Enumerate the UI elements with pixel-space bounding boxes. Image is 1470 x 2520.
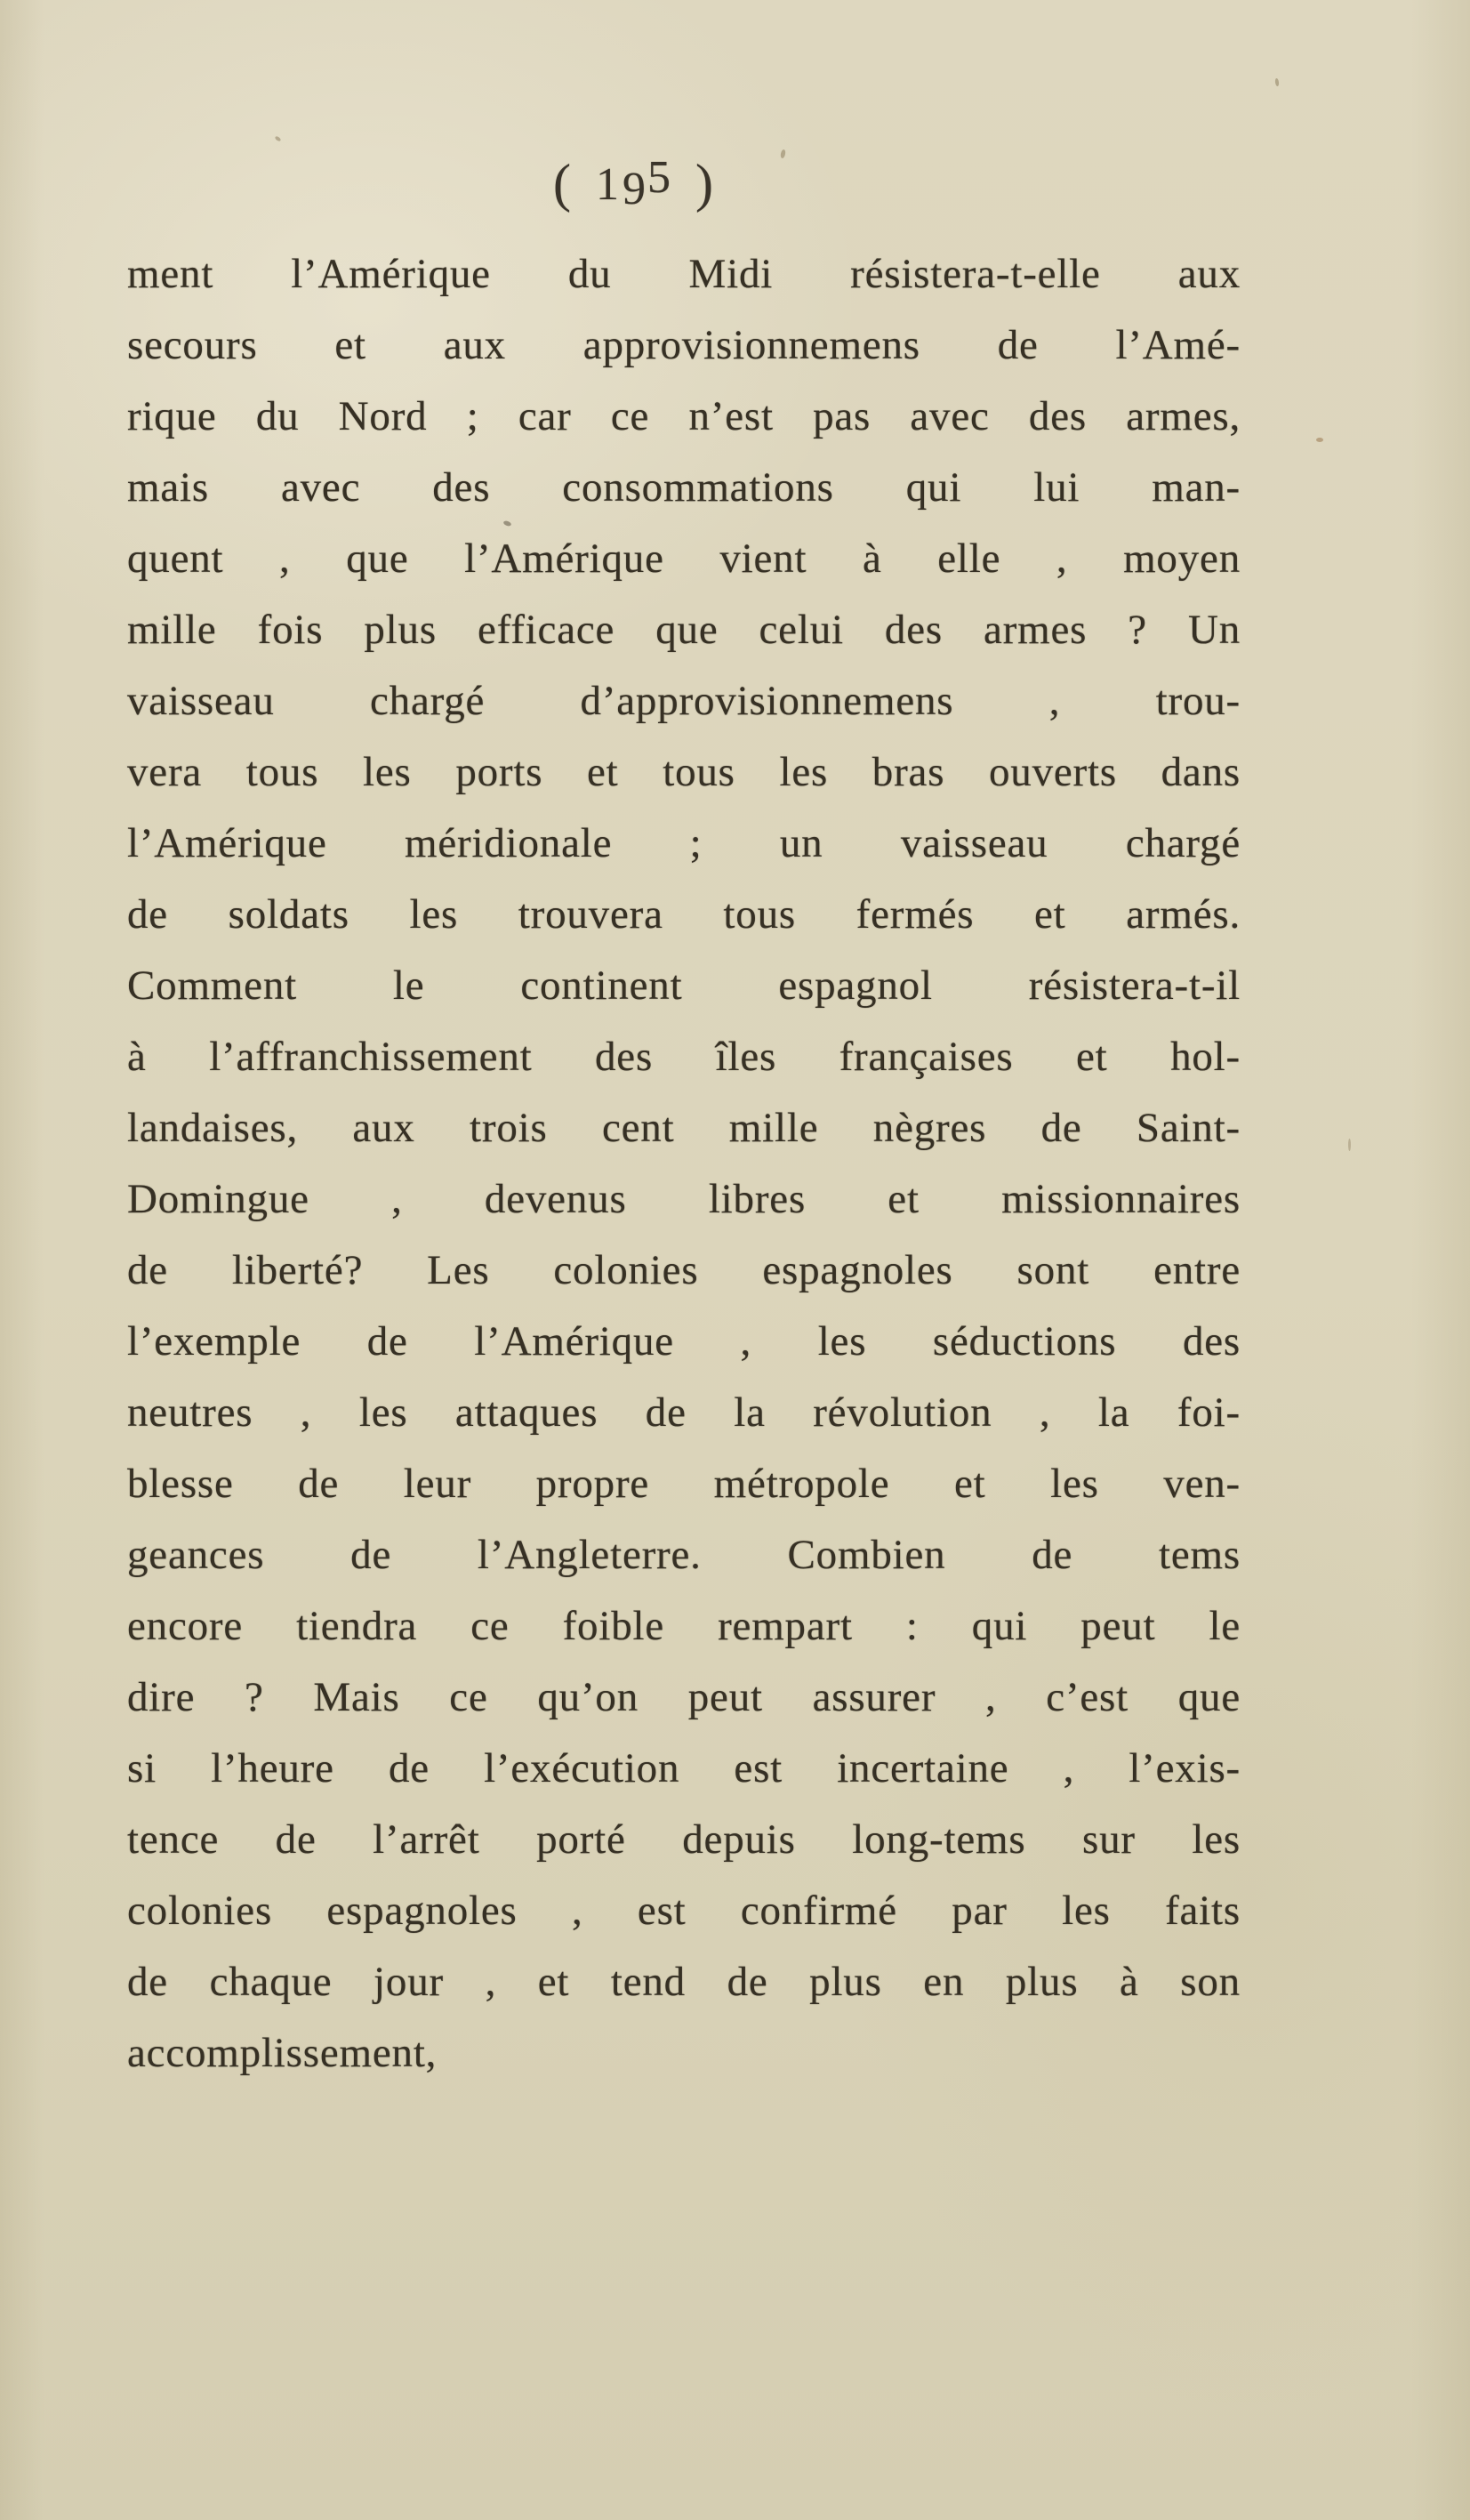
text-line: Comment le continent espagnol résistera-t-il bbox=[127, 962, 1241, 1009]
page-number-digit: 1 bbox=[596, 159, 623, 210]
text-line: Domingue , devenus libres et missionnaires bbox=[127, 1176, 1241, 1222]
text-line: mais avec des consommations qui lui man- bbox=[127, 464, 1241, 511]
paper-speck bbox=[1274, 78, 1279, 86]
text-line: vaisseau chargé d’approvisionnemens , trou- bbox=[127, 678, 1241, 724]
text-line: mille fois plus efficace que celui des armes ? Un bbox=[127, 607, 1241, 653]
paper-speck bbox=[1316, 438, 1323, 442]
body-text bbox=[127, 238, 1241, 2089]
text-line: si l’heure de l’exécution est incertaine , l’exis- bbox=[127, 1745, 1241, 1791]
page-number-paren-right: ) bbox=[695, 154, 715, 213]
text-line: quent , que l’Amérique vient à elle , moyen bbox=[127, 535, 1241, 582]
text-line: vera tous les ports et tous les bras ouverts dans bbox=[127, 749, 1241, 795]
page-number-digit: 5 bbox=[647, 151, 672, 203]
text-line: encore tiendra ce foible rempart : qui peut le bbox=[127, 1603, 1241, 1649]
text-line: landaises, aux trois cent mille nègres de Saint- bbox=[127, 1105, 1241, 1151]
text-line: secours et aux approvisionnemens de l’Amé- bbox=[127, 322, 1241, 368]
text-line: de liberté? Les colonies espagnoles sont entre bbox=[127, 1247, 1241, 1293]
text-line: ment l’Amérique du Midi résistera-t-elle aux bbox=[127, 251, 1241, 297]
paper-speck bbox=[1348, 1139, 1351, 1151]
text-line: l’exemple de l’Amérique , les séductions des bbox=[127, 1318, 1241, 1365]
page-number-digit: 9 bbox=[623, 164, 647, 215]
text-line: de soldats les trouvera tous fermés et armés. bbox=[127, 891, 1241, 938]
paper-speck bbox=[274, 135, 281, 141]
page-number-paren-left: ( bbox=[553, 154, 573, 213]
text-line: colonies espagnoles , est confirmé par les faits bbox=[127, 1888, 1241, 1934]
page-number bbox=[77, 151, 1191, 213]
text-line: de chaque jour , et tend de plus en plus à son bbox=[127, 1959, 1241, 2005]
text-line: tence de l’arrêt porté depuis long-tems sur les bbox=[127, 1816, 1241, 1863]
text-line: blesse de leur propre métropole et les ven- bbox=[127, 1461, 1241, 1507]
text-line: neutres , les attaques de la révolution , la foi- bbox=[127, 1389, 1241, 1436]
text-line: accomplissement, bbox=[127, 2030, 438, 2076]
text-line: geances de l’Angleterre. Combien de tems bbox=[127, 1532, 1241, 1578]
text-line: l’Amérique méridionale ; un vaisseau chargé bbox=[127, 820, 1241, 866]
text-line: rique du Nord ; car ce n’est pas avec des armes, bbox=[127, 393, 1241, 439]
text-line: à l’affranchissement des îles françaises et hol- bbox=[127, 1034, 1241, 1080]
text-line: dire ? Mais ce qu’on peut assurer , c’est que bbox=[127, 1674, 1241, 1720]
